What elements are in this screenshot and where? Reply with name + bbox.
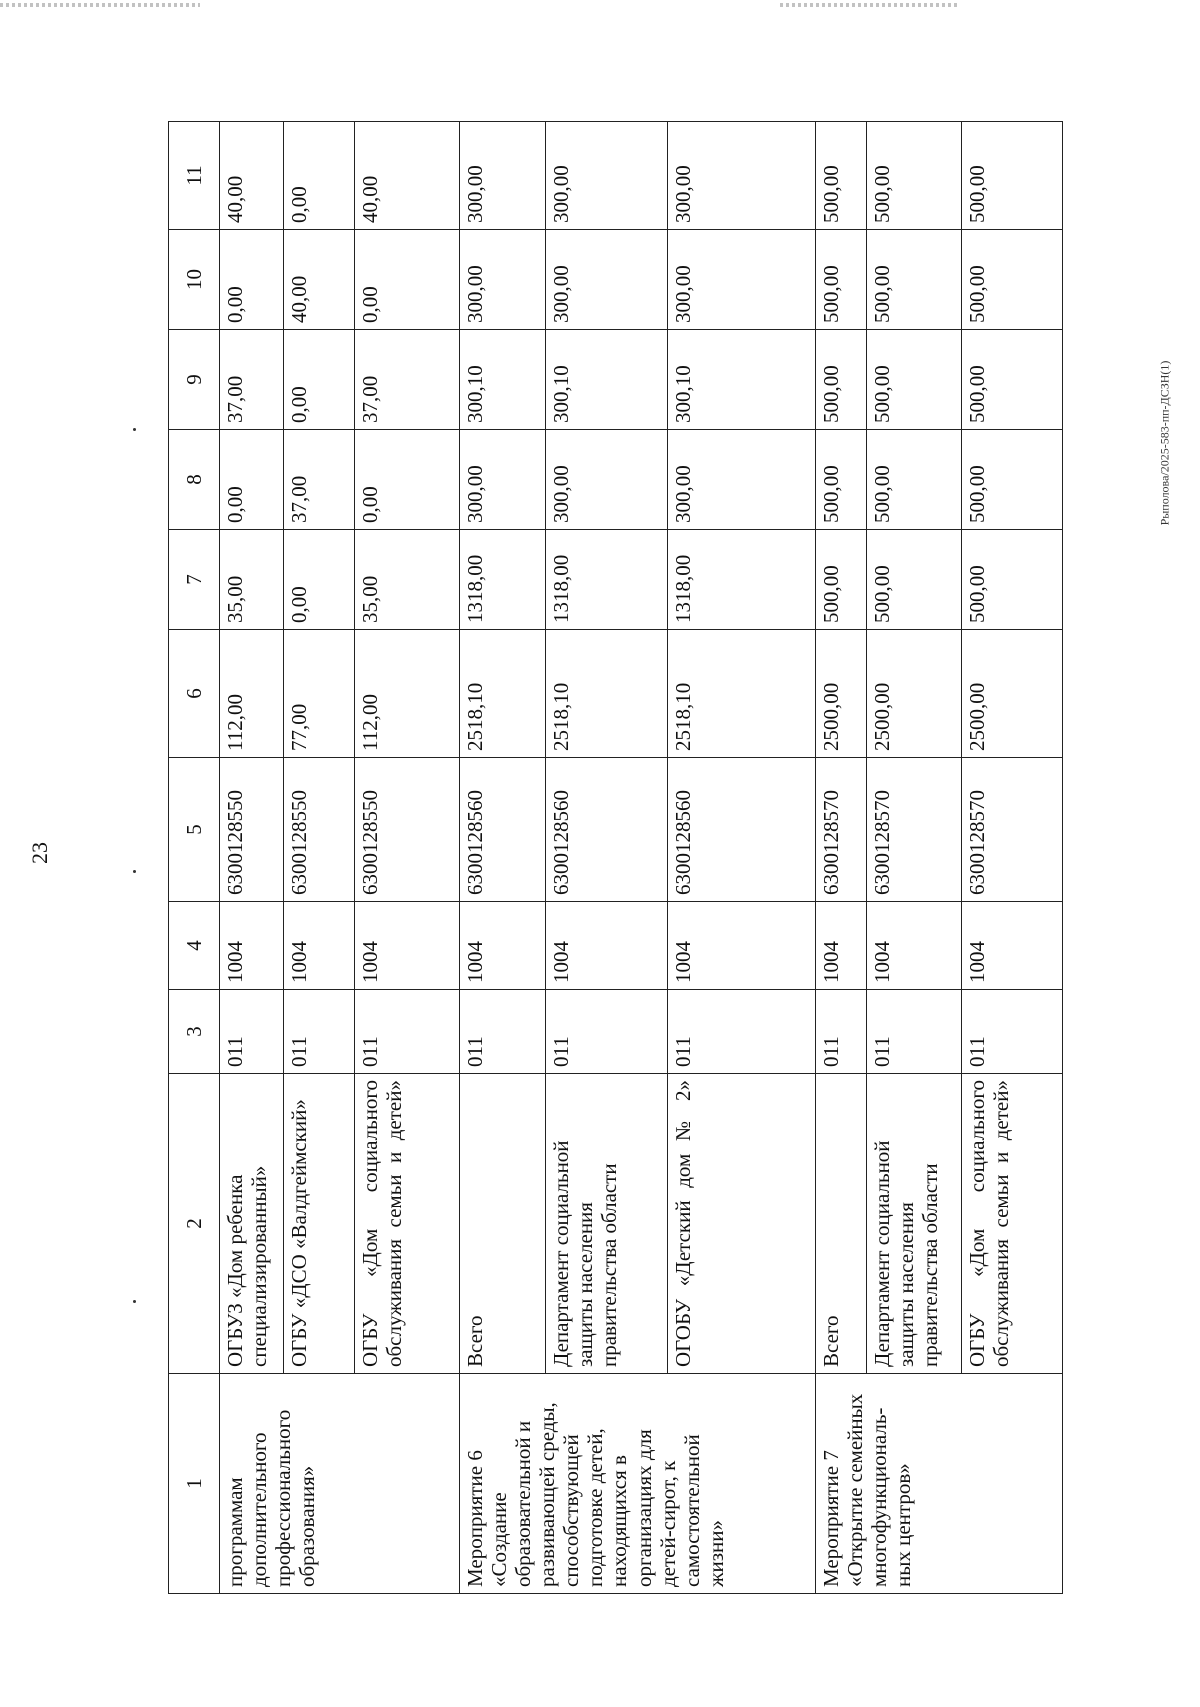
amount-cell: 500,00	[815, 430, 866, 530]
amount-cell: 500,00	[962, 430, 1063, 530]
table-row	[815, 122, 866, 1594]
amount-cell: 40,00	[220, 122, 284, 230]
amount-cell: 40,00	[355, 122, 459, 230]
amount-cell: 300,00	[546, 230, 668, 330]
code-cell: 1004	[220, 902, 284, 990]
amount-cell: 35,00	[220, 530, 284, 630]
code-cell: 011	[668, 990, 816, 1074]
document-reference: Рыполова/2025-583-пп-ДСЗН(1)	[1157, 360, 1172, 526]
amount-cell: 0,00	[355, 430, 459, 530]
amount-cell: 0,00	[284, 122, 355, 230]
amount-cell: 300,00	[668, 430, 816, 530]
table-row	[866, 122, 961, 1594]
code-cell: 011	[962, 990, 1063, 1074]
amount-cell: 37,00	[355, 330, 459, 430]
code-cell: 6300128560	[459, 758, 546, 902]
amount-cell: 300,00	[668, 230, 816, 330]
code-cell: 1004	[459, 902, 546, 990]
amount-cell: 0,00	[284, 530, 355, 630]
executor-cell: ОГБУЗ «Дом ребенка специализированный»	[220, 1074, 284, 1374]
code-cell: 6300128570	[962, 758, 1063, 902]
code-cell: 6300128550	[220, 758, 284, 902]
col-header-7: 7	[169, 530, 220, 630]
col-header-8: 8	[169, 430, 220, 530]
col-header-6: 6	[169, 630, 220, 758]
code-cell: 6300128550	[284, 758, 355, 902]
executor-cell: Всего	[459, 1074, 546, 1374]
table-row	[459, 122, 546, 1594]
col-header-9: 9	[169, 330, 220, 430]
amount-cell: 2518,10	[668, 630, 816, 758]
code-cell: 1004	[815, 902, 866, 990]
code-cell: 6300128570	[815, 758, 866, 902]
table-row	[668, 122, 816, 1594]
scan-artifact	[780, 3, 960, 7]
amount-cell: 40,00	[284, 230, 355, 330]
scan-artifact	[0, 3, 200, 7]
code-cell: 011	[220, 990, 284, 1074]
code-cell: 1004	[962, 902, 1063, 990]
code-cell: 1004	[668, 902, 816, 990]
code-cell: 1004	[546, 902, 668, 990]
table-row	[546, 122, 668, 1594]
amount-cell: 500,00	[815, 530, 866, 630]
amount-cell: 1318,00	[668, 530, 816, 630]
amount-cell: 300,00	[546, 122, 668, 230]
col-header-11: 11	[169, 122, 220, 230]
code-cell: 1004	[355, 902, 459, 990]
executor-cell: ОГБУ «ДСО «Валдгеймский»	[284, 1074, 355, 1374]
amount-cell: 300,10	[459, 330, 546, 430]
amount-cell: 500,00	[866, 430, 961, 530]
code-cell: 011	[546, 990, 668, 1074]
amount-cell: 37,00	[284, 430, 355, 530]
code-cell: 6300128550	[355, 758, 459, 902]
amount-cell: 500,00	[962, 530, 1063, 630]
code-cell: 1004	[284, 902, 355, 990]
amount-cell: 300,00	[668, 122, 816, 230]
amount-cell: 1318,00	[546, 530, 668, 630]
amount-cell: 2500,00	[866, 630, 961, 758]
column-numbers-row	[169, 122, 220, 1594]
page-number: 23	[27, 842, 52, 864]
amount-cell: 300,10	[546, 330, 668, 430]
code-cell: 011	[866, 990, 961, 1074]
activity-cell: Мероприятие 6 «Создание образовательной и развивающей среды, способствующей подготовке детей, находящихся в организациях для детей-сирот, к самостоятельной жизни»	[459, 1374, 815, 1594]
amount-cell: 300,00	[459, 230, 546, 330]
amount-cell: 500,00	[962, 330, 1063, 430]
col-header-5: 5	[169, 758, 220, 902]
amount-cell: 37,00	[220, 330, 284, 430]
col-header-3: 3	[169, 990, 220, 1074]
amount-cell: 300,00	[546, 430, 668, 530]
amount-cell: 500,00	[962, 230, 1063, 330]
amount-cell: 2518,10	[546, 630, 668, 758]
col-header-4: 4	[169, 902, 220, 990]
executor-cell: ОГОБУ «Детский дом № 2»	[668, 1074, 816, 1374]
executor-cell: ОГБУ «Дом социального обслуживания семьи и детей»	[962, 1074, 1063, 1374]
amount-cell: 300,00	[459, 430, 546, 530]
executor-cell: Департамент социальной защиты населения правительства области	[546, 1074, 668, 1374]
code-cell: 011	[815, 990, 866, 1074]
table-row	[284, 122, 355, 1594]
amount-cell: 500,00	[866, 122, 961, 230]
amount-cell: 0,00	[220, 430, 284, 530]
code-cell: 011	[459, 990, 546, 1074]
amount-cell: 500,00	[962, 122, 1063, 230]
code-cell: 6300128560	[546, 758, 668, 902]
table-row	[355, 122, 459, 1594]
budget-table-container	[168, 122, 1063, 1594]
amount-cell: 0,00	[355, 230, 459, 330]
stray-mark	[133, 870, 136, 873]
amount-cell: 500,00	[866, 330, 961, 430]
amount-cell: 112,00	[355, 630, 459, 758]
code-cell: 011	[355, 990, 459, 1074]
amount-cell: 500,00	[815, 122, 866, 230]
code-cell: 6300128570	[866, 758, 961, 902]
amount-cell: 2500,00	[962, 630, 1063, 758]
amount-cell: 77,00	[284, 630, 355, 758]
col-header-1: 1	[169, 1374, 220, 1594]
activity-cell: программам дополнительного профессионального образования»	[220, 1374, 460, 1594]
stray-mark	[133, 1300, 136, 1303]
amount-cell: 300,00	[459, 122, 546, 230]
budget-table	[168, 121, 1063, 1594]
amount-cell: 112,00	[220, 630, 284, 758]
amount-cell: 2518,10	[459, 630, 546, 758]
amount-cell: 35,00	[355, 530, 459, 630]
col-header-10: 10	[169, 230, 220, 330]
executor-cell: Всего	[815, 1074, 866, 1374]
executor-cell: ОГБУ «Дом социального обслуживания семьи и детей»	[355, 1074, 459, 1374]
col-header-2: 2	[169, 1074, 220, 1374]
amount-cell: 500,00	[815, 330, 866, 430]
code-cell: 1004	[866, 902, 961, 990]
code-cell: 6300128560	[668, 758, 816, 902]
table-row	[962, 122, 1063, 1594]
amount-cell: 0,00	[220, 230, 284, 330]
amount-cell: 0,00	[284, 330, 355, 430]
code-cell: 011	[284, 990, 355, 1074]
amount-cell: 2500,00	[815, 630, 866, 758]
amount-cell: 500,00	[866, 530, 961, 630]
table-row	[220, 122, 284, 1594]
executor-cell: Департамент социальной защиты населения правительства области	[866, 1074, 961, 1374]
amount-cell: 500,00	[866, 230, 961, 330]
stray-mark	[133, 428, 136, 431]
amount-cell: 300,10	[668, 330, 816, 430]
activity-cell: Мероприятие 7 «Открытие семейных многофункциональ-ных центров»	[815, 1374, 1062, 1594]
amount-cell: 1318,00	[459, 530, 546, 630]
amount-cell: 500,00	[815, 230, 866, 330]
